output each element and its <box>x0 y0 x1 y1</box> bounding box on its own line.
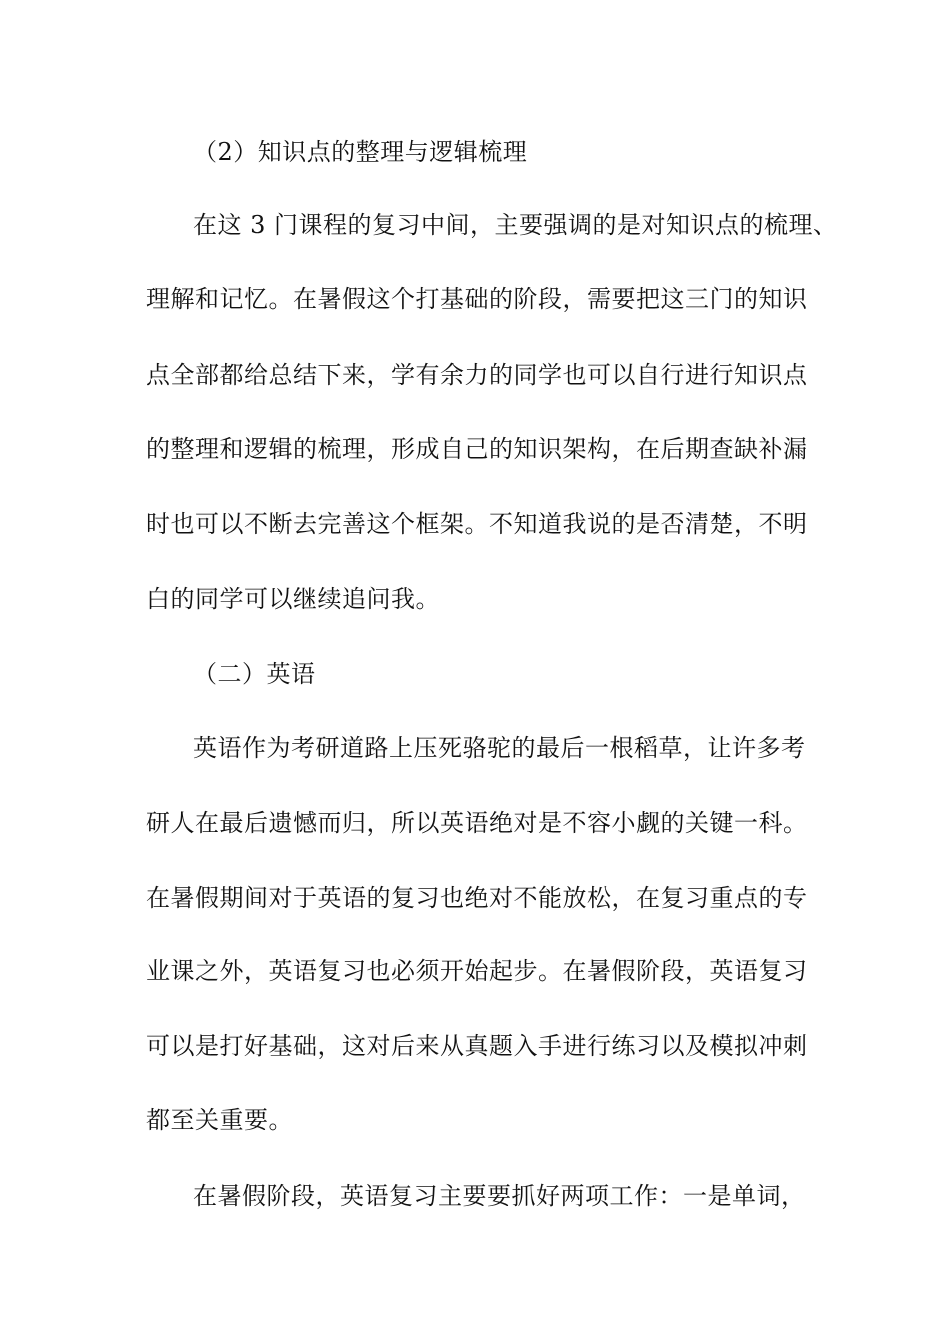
section-heading-knowledge-points: （2）知识点的整理与逻辑梳理 <box>193 138 528 166</box>
paragraph-line: 在这 3 门课程的复习中间，主要强调的是对知识点的梳理、 <box>193 211 838 239</box>
paragraph-line: 可以是打好基础，这对后来从真题入手进行练习以及模拟冲刺 <box>146 1032 808 1060</box>
paragraph-line: 业课之外，英语复习也必须开始起步。在暑假阶段，英语复习 <box>146 957 808 985</box>
section-heading-english: （二）英语 <box>193 660 316 688</box>
paragraph-line: 白的同学可以继续追问我。 <box>146 585 440 613</box>
paragraph-line: 理解和记忆。在暑假这个打基础的阶段，需要把这三门的知识 <box>146 285 808 313</box>
paragraph-line: 在暑假期间对于英语的复习也绝对不能放松，在复习重点的专 <box>146 884 808 912</box>
paragraph-line: 英语作为考研道路上压死骆驼的最后一根稻草，让许多考 <box>193 734 806 762</box>
paragraph-line: 点全部都给总结下来，学有余力的同学也可以自行进行知识点 <box>146 361 808 389</box>
paragraph-line: 时也可以不断去完善这个框架。不知道我说的是否清楚，不明 <box>146 510 808 538</box>
paragraph-line: 都至关重要。 <box>146 1106 293 1134</box>
paragraph-line: 在暑假阶段，英语复习主要要抓好两项工作：一是单词， <box>193 1182 806 1210</box>
paragraph-line: 的整理和逻辑的梳理，形成自己的知识架构，在后期查缺补漏 <box>146 435 808 463</box>
paragraph-line: 研人在最后遗憾而归，所以英语绝对是不容小觑的关键一科。 <box>146 809 808 837</box>
